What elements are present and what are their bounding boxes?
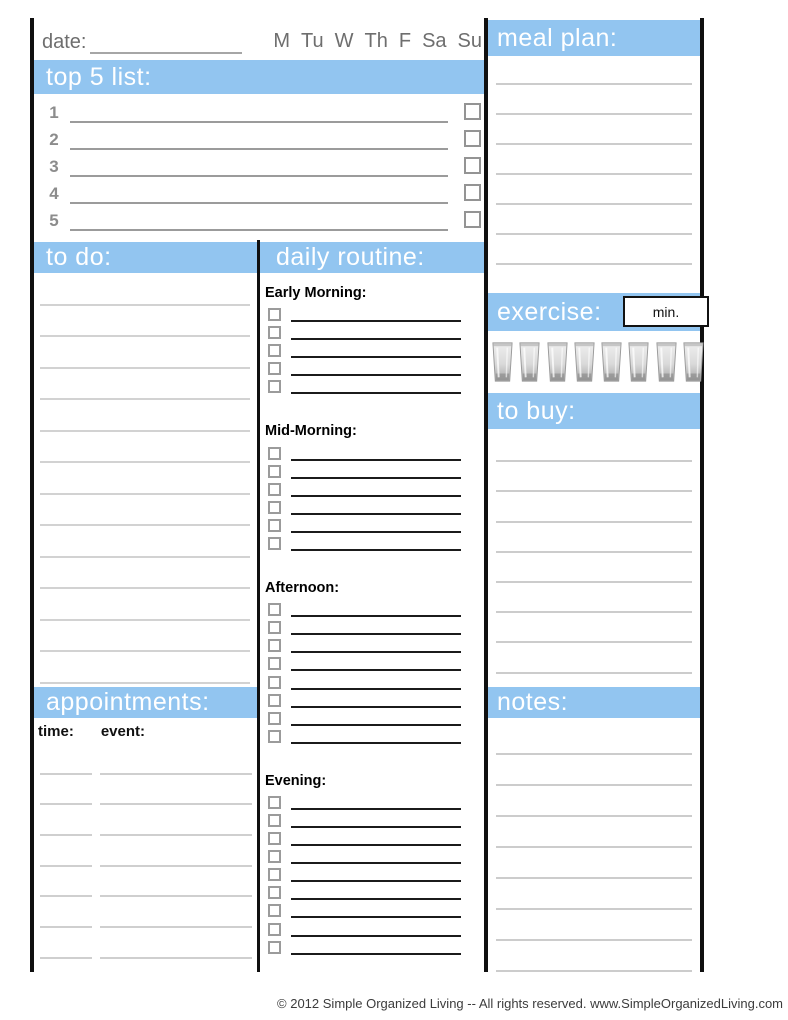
to-buy-writing-line xyxy=(496,643,692,673)
water-glass-icon[interactable] xyxy=(682,341,705,383)
todo-writing-line xyxy=(40,652,250,684)
date-label: date: xyxy=(42,31,87,53)
meal-plan-writing-line xyxy=(496,265,692,295)
routine-checkbox[interactable] xyxy=(268,501,281,514)
routine-item-row xyxy=(265,937,481,955)
routine-writing-line xyxy=(291,615,461,617)
routine-checkbox[interactable] xyxy=(268,519,281,532)
routine-item-row xyxy=(265,726,481,744)
meal-plan-writing-line xyxy=(496,55,692,85)
to-buy-header: to buy: xyxy=(488,393,700,429)
to-buy-writing-line xyxy=(496,553,692,583)
routine-item-row xyxy=(265,900,481,918)
routine-checkbox[interactable] xyxy=(268,941,281,954)
water-glass-icon[interactable] xyxy=(491,341,514,383)
top5-checkbox[interactable] xyxy=(464,184,481,201)
routine-section-early-morning xyxy=(265,284,481,394)
appointment-row xyxy=(40,897,252,928)
todo-lines xyxy=(40,274,250,684)
meal-plan-header: meal plan: xyxy=(488,20,700,56)
event-column-label: event: xyxy=(100,723,146,740)
water-glass-icon[interactable] xyxy=(600,341,623,383)
top5-row-number: 1 xyxy=(49,103,59,122)
routine-item-row xyxy=(265,617,481,635)
appointment-time-line xyxy=(40,803,92,805)
routine-checkbox[interactable] xyxy=(268,868,281,881)
todo-writing-line xyxy=(40,589,250,621)
routine-checkbox[interactable] xyxy=(268,639,281,652)
routine-writing-line xyxy=(291,392,461,394)
routine-writing-line xyxy=(291,935,461,937)
water-glass-icon[interactable] xyxy=(573,341,596,383)
weekday-option[interactable]: W xyxy=(334,30,354,52)
routine-writing-line xyxy=(291,916,461,918)
meal-plan-writing-line xyxy=(496,175,692,205)
weekday-option[interactable]: M xyxy=(273,30,290,52)
routine-writing-line xyxy=(291,495,461,497)
appointment-event-line xyxy=(100,957,252,959)
top5-checkbox[interactable] xyxy=(464,103,481,120)
todo-writing-line xyxy=(40,337,250,369)
water-glass-icon[interactable] xyxy=(655,341,678,383)
date-input-line[interactable] xyxy=(90,32,242,54)
routine-checkbox[interactable] xyxy=(268,483,281,496)
notes-writing-line xyxy=(496,879,692,910)
routine-section-mid-morning xyxy=(265,422,481,551)
notes-writing-line xyxy=(496,755,692,786)
routine-writing-line xyxy=(291,320,461,322)
top5-row-number: 2 xyxy=(49,130,59,149)
appointment-time-line xyxy=(40,865,92,867)
routine-item-row xyxy=(265,340,481,358)
routine-item-row xyxy=(265,322,481,340)
appointment-row xyxy=(40,805,252,836)
appointment-event-line xyxy=(100,803,252,805)
routine-item-row xyxy=(265,479,481,497)
routine-writing-line xyxy=(291,953,461,955)
routine-item-row xyxy=(265,708,481,726)
routine-item-row xyxy=(265,671,481,689)
appointment-event-line xyxy=(100,865,252,867)
routine-writing-line xyxy=(291,898,461,900)
notes-writing-line xyxy=(496,848,692,879)
meal-plan-writing-line xyxy=(496,115,692,145)
meal-plan-writing-line xyxy=(496,85,692,115)
right-rule-bar xyxy=(700,18,704,972)
todo-routine-divider-bar xyxy=(257,240,260,972)
appointments-column-labels xyxy=(38,723,250,740)
top5-writing-line xyxy=(70,175,448,177)
routine-item-row xyxy=(265,304,481,322)
appointment-row xyxy=(40,744,252,775)
water-glass-icon[interactable] xyxy=(627,341,650,383)
appointment-event-line xyxy=(100,834,252,836)
to-buy-writing-line xyxy=(496,613,692,643)
top5-header: top 5 list: xyxy=(34,60,484,94)
weekday-option[interactable]: Sa xyxy=(422,30,447,52)
routine-section-label: Afternoon: xyxy=(265,580,340,597)
routine-rows xyxy=(265,792,481,955)
routine-writing-line xyxy=(291,633,461,635)
todo-writing-line xyxy=(40,558,250,590)
todo-writing-line xyxy=(40,432,250,464)
routine-writing-line xyxy=(291,808,461,810)
routine-writing-line xyxy=(291,880,461,882)
top5-checkbox[interactable] xyxy=(464,130,481,147)
todo-writing-line xyxy=(40,463,250,495)
routine-writing-line xyxy=(291,706,461,708)
routine-item-row xyxy=(265,828,481,846)
weekday-option[interactable]: Su xyxy=(457,30,482,52)
routine-item-row xyxy=(265,846,481,864)
routine-item-row xyxy=(265,882,481,900)
routine-section-afternoon xyxy=(265,579,481,744)
weekday-option[interactable]: F xyxy=(398,30,412,52)
top5-rows xyxy=(34,96,484,231)
routine-checkbox[interactable] xyxy=(268,537,281,550)
appointments-header: appointments: xyxy=(34,687,257,718)
appointment-row xyxy=(40,928,252,959)
routine-item-row xyxy=(265,376,481,394)
water-glass-icon[interactable] xyxy=(518,341,541,383)
notes-writing-line xyxy=(496,910,692,941)
routine-item-row xyxy=(265,690,481,708)
meal-plan-lines xyxy=(496,55,692,295)
minutes-label: min. xyxy=(652,303,680,320)
routine-writing-line xyxy=(291,669,461,671)
routine-item-row xyxy=(265,515,481,533)
appointment-time-line xyxy=(40,957,92,959)
routine-checkbox[interactable] xyxy=(268,326,281,339)
routine-checkbox[interactable] xyxy=(268,694,281,707)
water-glass-tracker xyxy=(491,341,705,383)
routine-checkbox[interactable] xyxy=(268,814,281,827)
exercise-header: exercise: xyxy=(488,293,700,331)
routine-writing-line xyxy=(291,549,461,551)
routine-checkbox[interactable] xyxy=(268,886,281,899)
routine-checkbox[interactable] xyxy=(268,676,281,689)
meal-plan-writing-line xyxy=(496,235,692,265)
daily-routine-header: daily routine: xyxy=(260,242,484,273)
routine-section-label: Mid-Morning: xyxy=(265,423,357,440)
appointment-time-line xyxy=(40,773,92,775)
appointment-time-line xyxy=(40,926,92,928)
date-row xyxy=(42,22,482,54)
routine-checkbox[interactable] xyxy=(268,657,281,670)
weekday-option[interactable]: Th xyxy=(364,30,388,52)
routine-rows xyxy=(265,442,481,551)
top5-writing-line xyxy=(70,148,448,150)
routine-section-label: Evening: xyxy=(265,772,327,789)
routine-writing-line xyxy=(291,826,461,828)
to-buy-writing-line xyxy=(496,523,692,553)
routine-checkbox[interactable] xyxy=(268,603,281,616)
top5-checkbox[interactable] xyxy=(464,211,481,228)
top5-row-number: 3 xyxy=(49,157,59,176)
todo-writing-line xyxy=(40,400,250,432)
routine-item-row xyxy=(265,442,481,460)
todo-writing-line xyxy=(40,526,250,558)
routine-checkbox[interactable] xyxy=(268,362,281,375)
to-buy-lines xyxy=(496,432,692,674)
todo-writing-line xyxy=(40,369,250,401)
routine-item-row xyxy=(265,461,481,479)
appointment-time-line xyxy=(40,834,92,836)
exercise-minutes-input[interactable] xyxy=(623,296,709,327)
routine-writing-line xyxy=(291,531,461,533)
routine-writing-line xyxy=(291,513,461,515)
top5-writing-line xyxy=(70,229,448,231)
notes-writing-line xyxy=(496,817,692,848)
middle-right-rule-bar xyxy=(484,18,488,972)
todo-writing-line xyxy=(40,306,250,338)
routine-item-row xyxy=(265,599,481,617)
routine-checkbox[interactable] xyxy=(268,850,281,863)
notes-writing-line xyxy=(496,724,692,755)
routine-item-row xyxy=(265,918,481,936)
routine-checkbox[interactable] xyxy=(268,447,281,460)
to-buy-writing-line xyxy=(496,462,692,492)
routine-item-row xyxy=(265,653,481,671)
appointment-event-line xyxy=(100,926,252,928)
routine-writing-line xyxy=(291,477,461,479)
routine-checkbox[interactable] xyxy=(268,923,281,936)
to-buy-writing-line xyxy=(496,432,692,462)
routine-checkbox[interactable] xyxy=(268,465,281,478)
appointment-row xyxy=(40,836,252,867)
routine-item-row xyxy=(265,864,481,882)
routine-item-row xyxy=(265,635,481,653)
routine-checkbox[interactable] xyxy=(268,621,281,634)
appointment-time-line xyxy=(40,895,92,897)
notes-writing-line xyxy=(496,786,692,817)
routine-checkbox[interactable] xyxy=(268,832,281,845)
top5-row xyxy=(34,150,484,177)
routine-checkbox[interactable] xyxy=(268,308,281,321)
routine-writing-line xyxy=(291,459,461,461)
top5-row xyxy=(34,96,484,123)
todo-header: to do: xyxy=(34,242,257,273)
routine-writing-line xyxy=(291,862,461,864)
routine-section-label: Early Morning: xyxy=(265,285,367,301)
meal-plan-writing-line xyxy=(496,205,692,235)
daily-routine-body xyxy=(265,284,481,955)
appointment-row xyxy=(40,867,252,898)
appointment-event-line xyxy=(100,895,252,897)
appointments-rows xyxy=(40,744,252,959)
water-glass-icon[interactable] xyxy=(546,341,569,383)
copyright-footer: © 2012 Simple Organized Living -- All rights reserved. www.SimpleOrganizedLiving.com xyxy=(277,996,783,1011)
notes-header: notes: xyxy=(488,687,700,718)
routine-writing-line xyxy=(291,338,461,340)
todo-writing-line xyxy=(40,495,250,527)
top5-writing-line xyxy=(70,202,448,204)
routine-checkbox[interactable] xyxy=(268,730,281,743)
top5-writing-line xyxy=(70,121,448,123)
meal-plan-writing-line xyxy=(496,145,692,175)
notes-lines xyxy=(496,724,692,972)
weekday-selector xyxy=(273,31,482,51)
top5-row-number: 5 xyxy=(49,211,59,230)
top5-row-number: 4 xyxy=(49,184,59,203)
routine-writing-line xyxy=(291,356,461,358)
top5-row xyxy=(34,204,484,231)
todo-writing-line xyxy=(40,621,250,653)
routine-rows xyxy=(265,304,481,394)
appointment-event-line xyxy=(100,773,252,775)
routine-item-row xyxy=(265,792,481,810)
to-buy-writing-line xyxy=(496,583,692,613)
routine-rows xyxy=(265,599,481,744)
routine-writing-line xyxy=(291,688,461,690)
top5-row xyxy=(34,123,484,150)
routine-writing-line xyxy=(291,844,461,846)
routine-checkbox[interactable] xyxy=(268,904,281,917)
appointment-row xyxy=(40,775,252,806)
routine-writing-line xyxy=(291,651,461,653)
time-column-label: time: xyxy=(38,723,74,740)
routine-item-row xyxy=(265,358,481,376)
routine-checkbox[interactable] xyxy=(268,344,281,357)
routine-item-row xyxy=(265,810,481,828)
routine-writing-line xyxy=(291,724,461,726)
routine-section-evening xyxy=(265,772,481,955)
routine-checkbox[interactable] xyxy=(268,712,281,725)
routine-checkbox[interactable] xyxy=(268,796,281,809)
to-buy-writing-line xyxy=(496,492,692,522)
routine-item-row xyxy=(265,533,481,551)
todo-writing-line xyxy=(40,274,250,306)
top5-row xyxy=(34,177,484,204)
top5-checkbox[interactable] xyxy=(464,157,481,174)
notes-writing-line xyxy=(496,941,692,972)
routine-writing-line xyxy=(291,374,461,376)
routine-item-row xyxy=(265,497,481,515)
routine-checkbox[interactable] xyxy=(268,380,281,393)
routine-writing-line xyxy=(291,742,461,744)
weekday-option[interactable]: Tu xyxy=(301,30,324,52)
